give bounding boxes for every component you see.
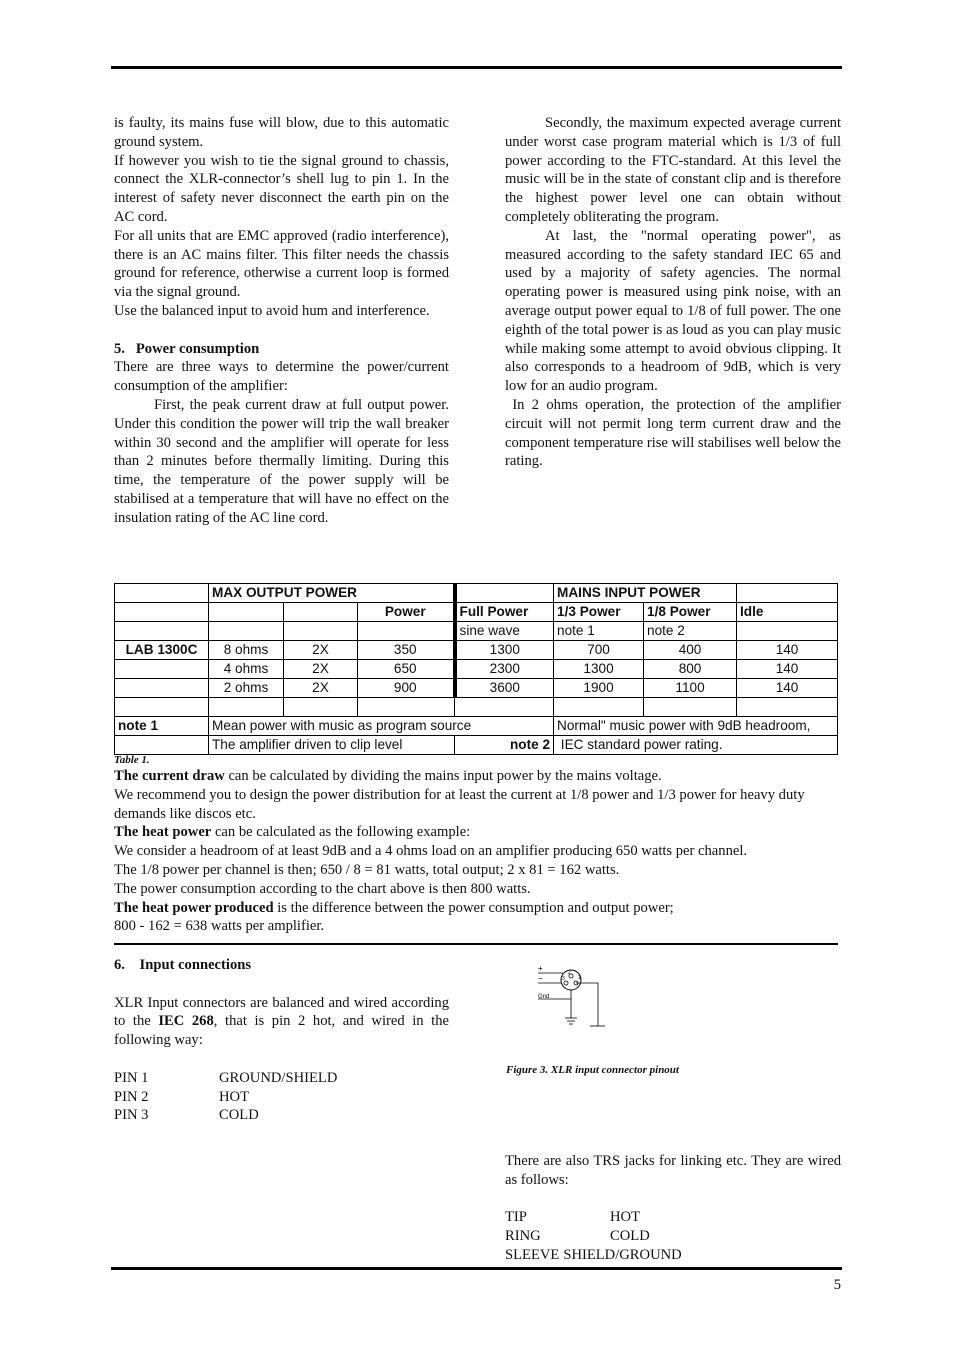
- paragraph: We consider a headroom of at least 9dB and a 4 ohms load on an amplifier producing 650 watts per channel.: [114, 843, 748, 860]
- paragraph: Secondly, the maximum expected average current under worst case program material which is 1/3 of full power according to the FTC-standard. At this level the music will be in the state of constant clip and is therefore the highest power level one can obtain without completely obliterating the program.: [505, 115, 841, 225]
- load-cell: 2 ohms: [209, 679, 284, 698]
- trs-function: SHIELD/GROUND: [563, 1246, 682, 1263]
- trs-label: TIP: [505, 1209, 527, 1226]
- pin-label: PIN 2: [114, 1088, 149, 1105]
- load-cell: 8 ohms: [209, 641, 284, 660]
- mains-input-header: MAINS INPUT POWER: [554, 584, 737, 603]
- pin-label: PIN 1: [114, 1069, 149, 1086]
- table-row: [115, 679, 838, 698]
- section-divider: [114, 943, 838, 945]
- note-1-text: Mean power with music as program source: [209, 717, 554, 736]
- bold-term: The heat power: [114, 824, 212, 841]
- note-2-ref: note 2: [644, 622, 737, 641]
- note-1-right: Normal" music power with 9dB headroom,: [554, 717, 838, 736]
- full-power-cell: 3600: [455, 679, 554, 698]
- channels-cell: 2X: [284, 660, 358, 679]
- idle-header: Idle: [737, 603, 838, 622]
- trs-list: [505, 1208, 841, 1264]
- list-item: [505, 1208, 841, 1227]
- paragraph: If however you wish to tie the signal ground to chassis, connect the XLR-connector’s shell lug to pin 1. In the interest of safety never disconnect the earth pin on the AC cord.: [114, 152, 449, 225]
- note-1-label: note 1: [115, 717, 209, 736]
- power-cell: 650: [358, 660, 455, 679]
- power-header: Power: [358, 603, 455, 622]
- note-2-label: note 2: [455, 736, 554, 755]
- paragraph: At last, the "normal operating power", as measured according to the safety standard IEC 65 and used by a majority of safety agencies. The normal operating power is measured using pink noise, with an average output power equal to 1/8 of full power. The one eighth of the total power is as loud as you can play music while making some attempt to avoid obvious clipping. It also corresponds to a headroom of 9dB, which is very low for an audio program.: [505, 227, 841, 395]
- pin-label: PIN 3: [114, 1107, 149, 1124]
- note-2-text: IEC standard power rating.: [554, 736, 838, 755]
- text: XLR Input connectors are balanced and wired according to the: [114, 994, 449, 1030]
- section-5-heading: 5. Power consumption: [114, 340, 260, 357]
- model-name: LAB 1300C: [115, 641, 209, 660]
- xlr-connector-diagram: [535, 962, 610, 1032]
- pin-function: HOT: [219, 1088, 249, 1105]
- table-row: [115, 641, 838, 660]
- trs-function: HOT: [610, 1209, 640, 1226]
- third-power-cell: 1900: [554, 679, 644, 698]
- text: , that is pin 2 hot, and wired in the following way:: [114, 1013, 449, 1049]
- third-power-cell: 700: [554, 641, 644, 660]
- paragraph: For all units that are EMC approved (radio interference), there is an AC mains filter. This filter needs the chassis ground for reference, otherwise a current loop is formed via the signal ground.: [114, 227, 449, 301]
- right-column: [505, 114, 845, 471]
- eighth-power-header: 1/8 Power: [644, 603, 737, 622]
- eighth-power-cell: 800: [644, 660, 737, 679]
- pin-list: [114, 1069, 449, 1125]
- page-number: 5: [833, 1277, 841, 1293]
- load-cell: 4 ohms: [209, 660, 284, 679]
- channels-cell: 2X: [284, 679, 358, 698]
- input-connections-column: [114, 956, 449, 1125]
- full-power-header: Full Power: [455, 603, 554, 622]
- calculation-text: [114, 767, 837, 936]
- third-power-cell: 1300: [554, 660, 644, 679]
- bold-term: The heat power produced: [114, 899, 274, 916]
- idle-cell: 140: [737, 679, 838, 698]
- paragraph: The 1/8 power per channel is then; 650 / 8 = 81 watts, total output; 2 x 81 = 162 watts.: [114, 861, 620, 878]
- plus-label: +: [538, 964, 543, 973]
- bold-term: The current draw: [114, 768, 225, 784]
- paragraph: 800 - 162 = 638 watts per amplifier.: [114, 918, 325, 935]
- figure-caption: Figure 3. XLR input connector pinout: [506, 1064, 679, 1076]
- power-cell: 350: [358, 641, 455, 660]
- bottom-rule: [111, 1267, 842, 1270]
- list-item: [505, 1246, 841, 1265]
- idle-cell: 140: [737, 660, 838, 679]
- third-power-header: 1/3 Power: [554, 603, 644, 622]
- paragraph: There are also TRS jacks for linking etc. They are wired as follows:: [505, 1153, 841, 1188]
- max-output-header: MAX OUTPUT POWER: [209, 584, 455, 603]
- gnd-label: Gnd: [538, 994, 550, 1000]
- power-table: [114, 583, 838, 755]
- full-power-cell: 1300: [455, 641, 554, 660]
- pin-3-label: 3: [562, 976, 565, 982]
- list-item: [114, 1106, 449, 1125]
- note-1-ref: note 1: [554, 622, 644, 641]
- paragraph: The power consumption according to the chart above is then 800 watts.: [114, 880, 531, 897]
- list-item: [114, 1069, 449, 1088]
- pin-2-label: 2: [568, 970, 571, 976]
- paragraph: In 2 ohms operation, the protection of the amplifier circuit will not permit long term current draw and the component temperature rise will stabilises well below the rating.: [505, 396, 845, 470]
- idle-cell: 140: [737, 641, 838, 660]
- list-item: [505, 1227, 841, 1246]
- table-row: [115, 660, 838, 679]
- eighth-power-cell: 400: [644, 641, 737, 660]
- pin-1-label: 1: [578, 975, 581, 981]
- text: can be calculated by dividing the mains input power by the mains voltage.: [224, 768, 662, 784]
- clip-text: The amplifier driven to clip level: [209, 736, 455, 755]
- section-6-heading: 6. Input connections: [114, 957, 252, 973]
- eighth-power-cell: 1100: [644, 679, 737, 698]
- paragraph: First, the peak current draw at full output power. Under this condition the power will trip the wall breaker within 30 second and the amplifier will operate for less than 2 minutes before thermally limiting. During this time, the temperature of the power supply will be stabilised at a temperature that will have no effect on the insulation rating of the AC line cord.: [114, 396, 449, 526]
- paragraph: is faulty, its mains fuse will blow, due to this automatic ground system.: [114, 115, 449, 150]
- pin-function: COLD: [219, 1107, 259, 1124]
- trs-label: RING: [505, 1228, 541, 1245]
- full-power-cell: 2300: [455, 660, 554, 679]
- list-item: [114, 1088, 449, 1107]
- paragraph: We recommend you to design the power distribution for at least the current at 1/8 power and 1/3 power for heavy duty demands like discos etc.: [114, 786, 805, 822]
- text: can be calculated as the following example:: [211, 824, 471, 841]
- table-caption: Table 1.: [114, 754, 150, 766]
- trs-label: SLEEVE: [505, 1246, 560, 1263]
- minus-label: −: [538, 974, 543, 983]
- trs-section: [505, 1152, 841, 1265]
- text: is the difference between the power consumption and output power;: [273, 899, 674, 916]
- left-column: [114, 114, 449, 528]
- power-cell: 900: [358, 679, 455, 698]
- sine-wave-label: sine wave: [455, 622, 554, 641]
- trs-function: COLD: [610, 1228, 650, 1245]
- top-rule: [111, 66, 842, 69]
- paragraph: Use the balanced input to avoid hum and interference.: [114, 302, 430, 319]
- channels-cell: 2X: [284, 641, 358, 660]
- paragraph: There are three ways to determine the power/current consumption of the amplifier:: [114, 359, 449, 395]
- bold-term: IEC 268: [158, 1013, 214, 1030]
- pin-function: GROUND/SHIELD: [219, 1069, 338, 1086]
